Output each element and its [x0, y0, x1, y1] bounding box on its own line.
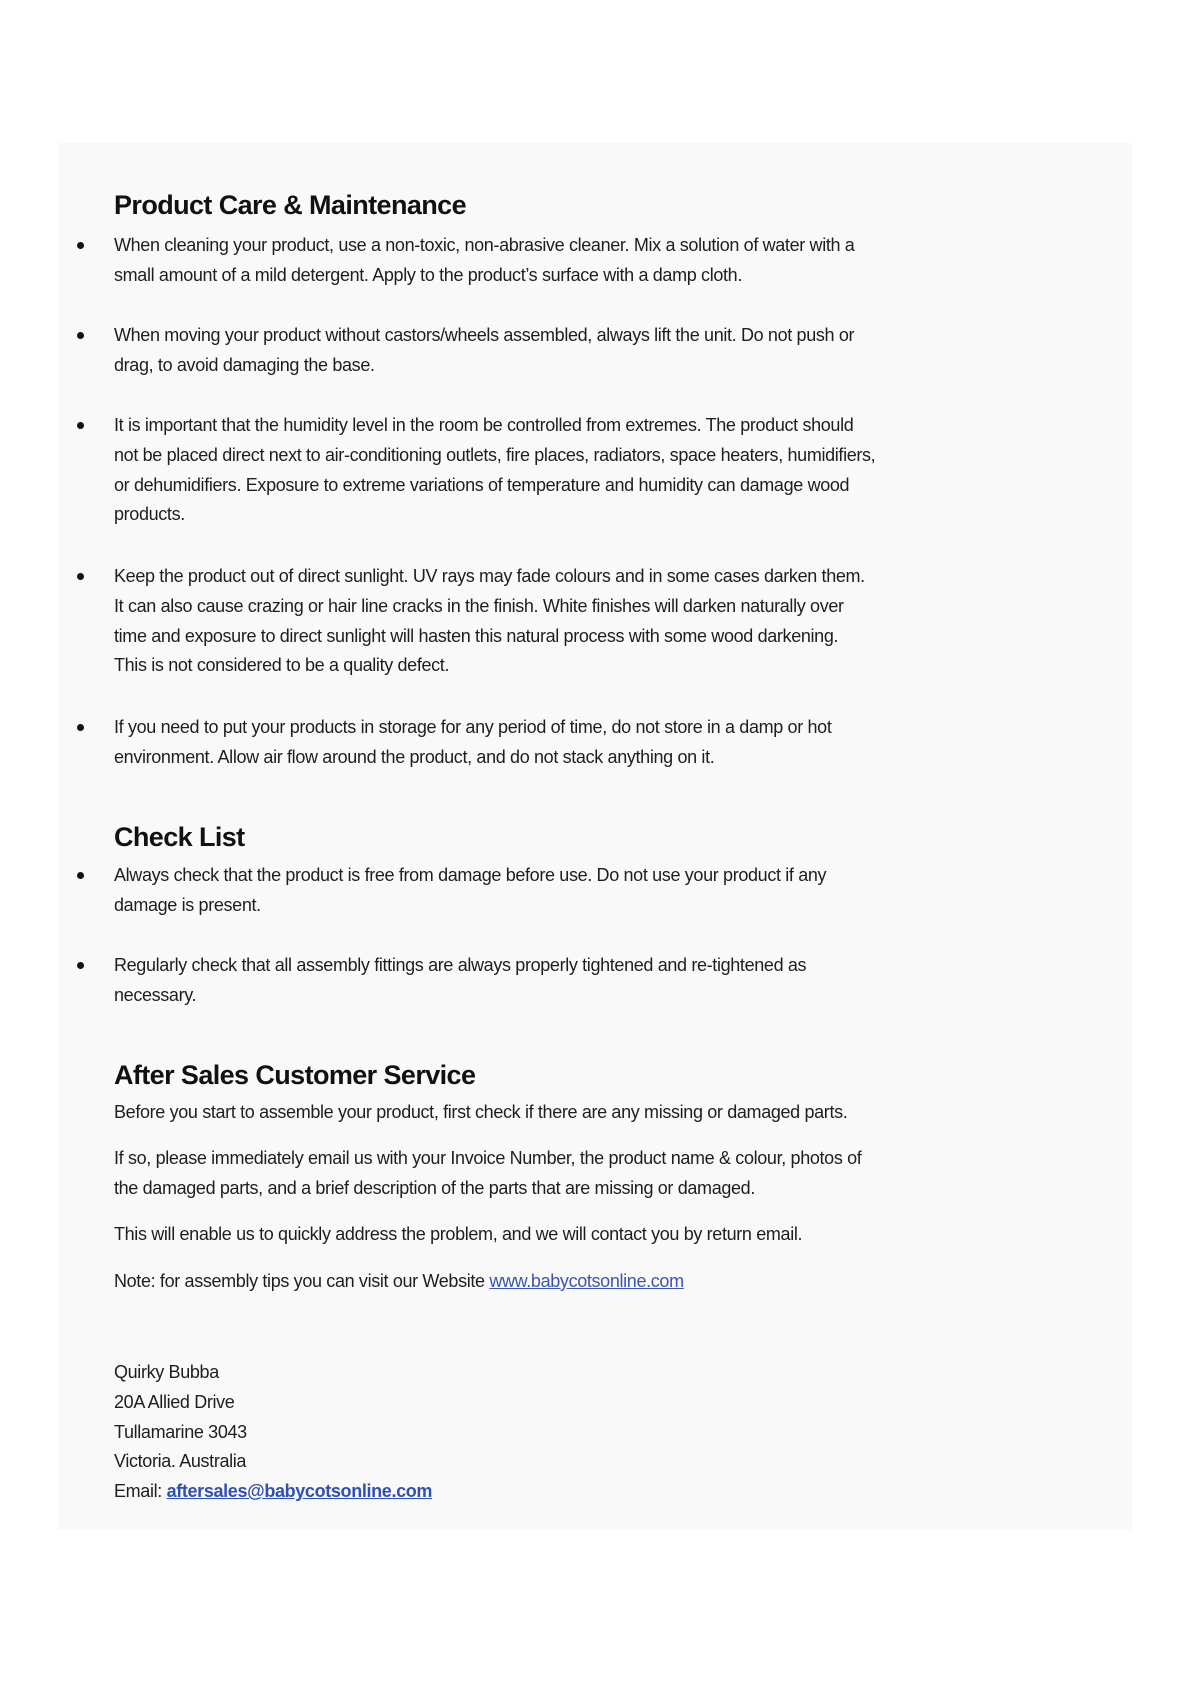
- line: small amount of a mild detergent. Apply to the product’s surface with a damp cloth.: [114, 264, 742, 285]
- care-bullet-1: [114, 231, 854, 291]
- service-note: [114, 1267, 684, 1297]
- service-paragraph-3: [114, 1220, 802, 1250]
- line: Regularly check that all assembly fittings are always properly tightened and re-tightened as: [114, 955, 807, 975]
- line: When cleaning your product, use a non-toxic, non-abrasive cleaner. Mix a solution of water with a: [114, 235, 855, 255]
- care-bullet-3: [114, 411, 875, 530]
- line: drag, to avoid damaging the base.: [114, 354, 375, 375]
- heading-product-care: Product Care & Maintenance: [114, 190, 466, 220]
- address-state: Victoria. Australia: [114, 1451, 247, 1472]
- care-bullet-5: [114, 713, 832, 773]
- bullet-icon: [77, 872, 84, 879]
- bullet-icon: [77, 573, 84, 580]
- line: necessary.: [114, 984, 197, 1005]
- line: If you need to put your products in storage for any period of time, do not store in a damp or hot: [114, 717, 832, 737]
- heading-check-list: Check List: [114, 822, 245, 852]
- service-paragraph-1: [114, 1098, 847, 1128]
- care-bullet-2: [114, 321, 854, 381]
- website-link[interactable]: www.babycotsonline.com: [489, 1271, 684, 1291]
- line: time and exposure to direct sunlight will hasten this natural process with some wood darkening.: [114, 625, 839, 646]
- bullet-icon: [77, 962, 84, 969]
- checklist-bullet-2: [114, 951, 806, 1011]
- checklist-bullet-1: [114, 861, 826, 921]
- note-text: Note: for assembly tips you can visit our Website: [114, 1271, 490, 1291]
- line: products.: [114, 504, 185, 525]
- company-name: Quirky Bubba: [114, 1362, 219, 1382]
- care-bullet-4: [114, 562, 865, 681]
- bullet-icon: [77, 724, 84, 731]
- heading-after-sales: After Sales Customer Service: [114, 1060, 476, 1090]
- address-block: [114, 1358, 432, 1507]
- line: environment. Allow air flow around the product, and do not stack anything on it.: [114, 746, 715, 767]
- line: or dehumidifiers. Exposure to extreme variations of temperature and humidity can damage wood: [114, 474, 850, 495]
- bullet-icon: [77, 332, 84, 339]
- bullet-icon: [77, 422, 84, 429]
- line: Keep the product out of direct sunlight. UV rays may fade colours and in some cases darken them.: [114, 566, 865, 586]
- line: damage is present.: [114, 894, 261, 915]
- line: not be placed direct next to air-conditioning outlets, fire places, radiators, space heaters, humidifiers,: [114, 444, 876, 465]
- address-suburb: Tullamarine 3043: [114, 1421, 247, 1442]
- line: If so, please immediately email us with your Invoice Number, the product name & colour, photos of: [114, 1148, 862, 1168]
- line: It is important that the humidity level in the room be controlled from extremes. The product should: [114, 415, 854, 435]
- email-label: Email:: [114, 1481, 167, 1502]
- line: This is not considered to be a quality defect.: [114, 655, 450, 676]
- line: It can also cause crazing or hair line cracks in the finish. White finishes will darken naturally over: [114, 595, 844, 616]
- line: Always check that the product is free from damage before use. Do not use your product if any: [114, 865, 827, 885]
- line: the damaged parts, and a brief description of the parts that are missing or damaged.: [114, 1177, 755, 1198]
- line: This will enable us to quickly address the problem, and we will contact you by return email.: [114, 1224, 803, 1244]
- email-link[interactable]: aftersales@babycotsonline.com: [166, 1481, 433, 1502]
- service-paragraph-2: [114, 1144, 861, 1204]
- line: When moving your product without castors/wheels assembled, always lift the unit. Do not push or: [114, 325, 855, 345]
- address-street: 20A Allied Drive: [114, 1391, 235, 1412]
- bullet-icon: [77, 242, 84, 249]
- line: Before you start to assemble your product, first check if there are any missing or damaged parts.: [114, 1102, 848, 1122]
